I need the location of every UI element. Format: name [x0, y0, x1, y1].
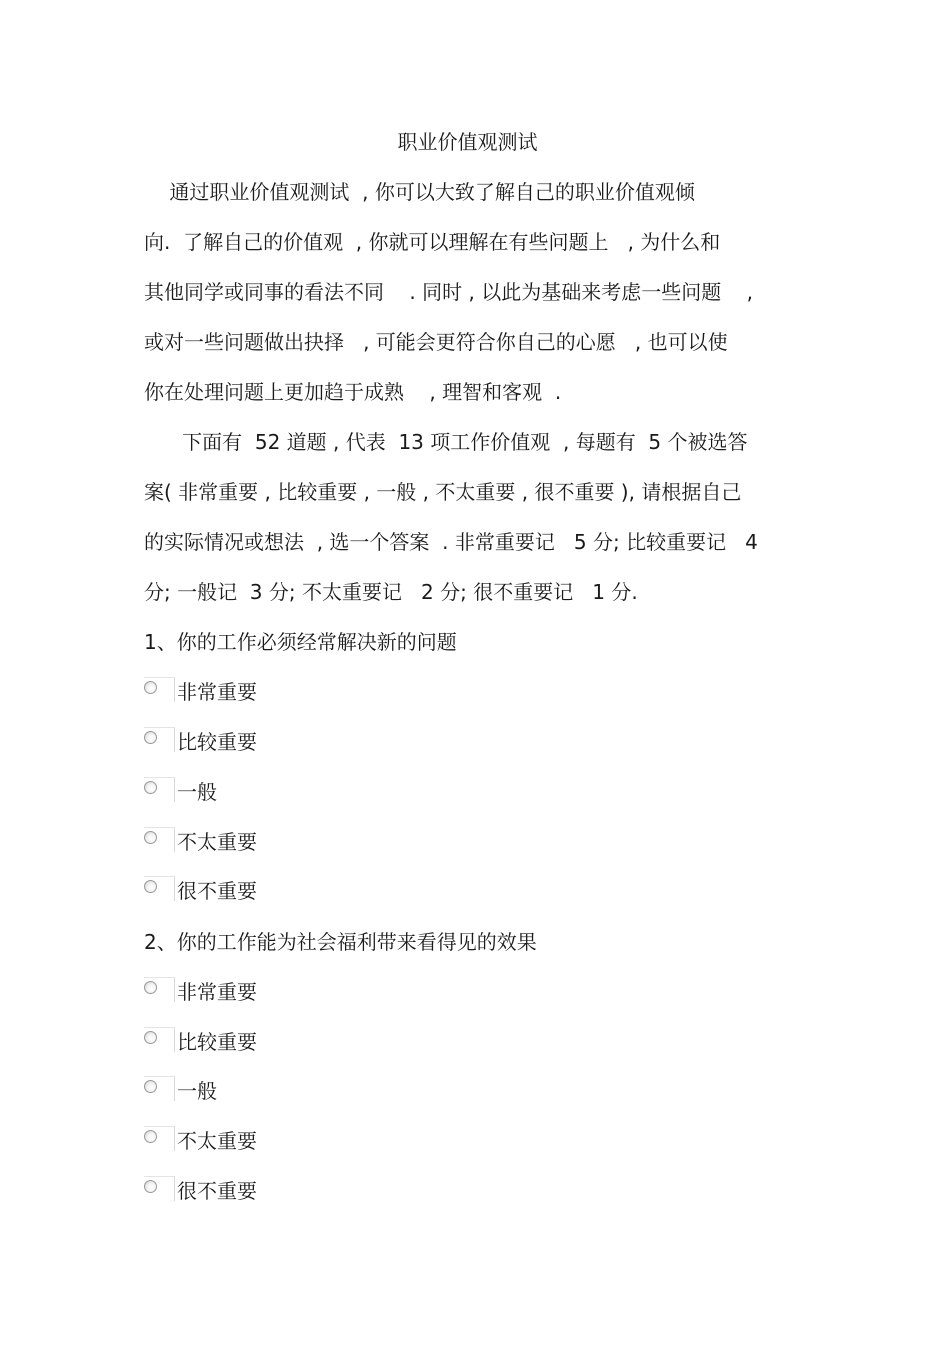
- intro-line: 你在处理问题上更加趋于成熟 , 理智和客观 .: [144, 380, 562, 404]
- intro-line: 向. 了解自己的价值观 , 你就可以理解在有些问题上 , 为什么和: [144, 230, 721, 254]
- option-label: 非常重要: [177, 680, 257, 704]
- radio-button-icon[interactable]: [144, 880, 157, 893]
- question-2-text: 2、你的工作能为社会福利带来看得见的效果: [144, 930, 537, 954]
- radio-button-icon[interactable]: [144, 1080, 157, 1093]
- option-label: 不太重要: [177, 1129, 257, 1153]
- option-label: 非常重要: [177, 980, 257, 1004]
- instruction-line: 的实际情况或想法 , 选一个答案 . 非常重要记 5 分; 比较重要记 4: [144, 530, 758, 554]
- radio-button-icon[interactable]: [144, 781, 157, 794]
- radio-button-icon[interactable]: [144, 731, 157, 744]
- option-label: 比较重要: [177, 1030, 257, 1054]
- option-label: 很不重要: [177, 879, 257, 903]
- option-label: 比较重要: [177, 730, 257, 754]
- intro-line: 通过职业价值观测试 , 你可以大致了解自己的职业价值观倾: [144, 180, 695, 204]
- option-label: 一般: [177, 780, 217, 804]
- option-label: 不太重要: [177, 830, 257, 854]
- instruction-line: 分; 一般记 3 分; 不太重要记 2 分; 很不重要记 1 分.: [144, 580, 638, 604]
- radio-button-icon[interactable]: [144, 681, 157, 694]
- instruction-line: 案( 非常重要 , 比较重要 , 一般 , 不太重要 , 很不重要 ), 请根据自己: [144, 480, 742, 504]
- radio-button-icon[interactable]: [144, 981, 157, 994]
- radio-button-icon[interactable]: [144, 1130, 157, 1143]
- intro-line: 其他同学或同事的看法不同 . 同时 , 以此为基础来考虑一些问题 ,: [144, 280, 754, 304]
- question-1-text: 1、你的工作必须经常解决新的问题: [144, 630, 457, 654]
- radio-button-icon[interactable]: [144, 1180, 157, 1193]
- radio-button-icon[interactable]: [144, 1031, 157, 1044]
- intro-line: 或对一些问题做出抉择 , 可能会更符合你自己的心愿 , 也可以使: [144, 330, 728, 354]
- option-label: 很不重要: [177, 1179, 257, 1203]
- radio-button-icon[interactable]: [144, 831, 157, 844]
- page-title: 职业价值观测试: [397, 130, 538, 154]
- option-label: 一般: [177, 1079, 217, 1103]
- instruction-line: 下面有 52 道题 , 代表 13 项工作价值观 , 每题有 5 个被选答: [144, 430, 748, 454]
